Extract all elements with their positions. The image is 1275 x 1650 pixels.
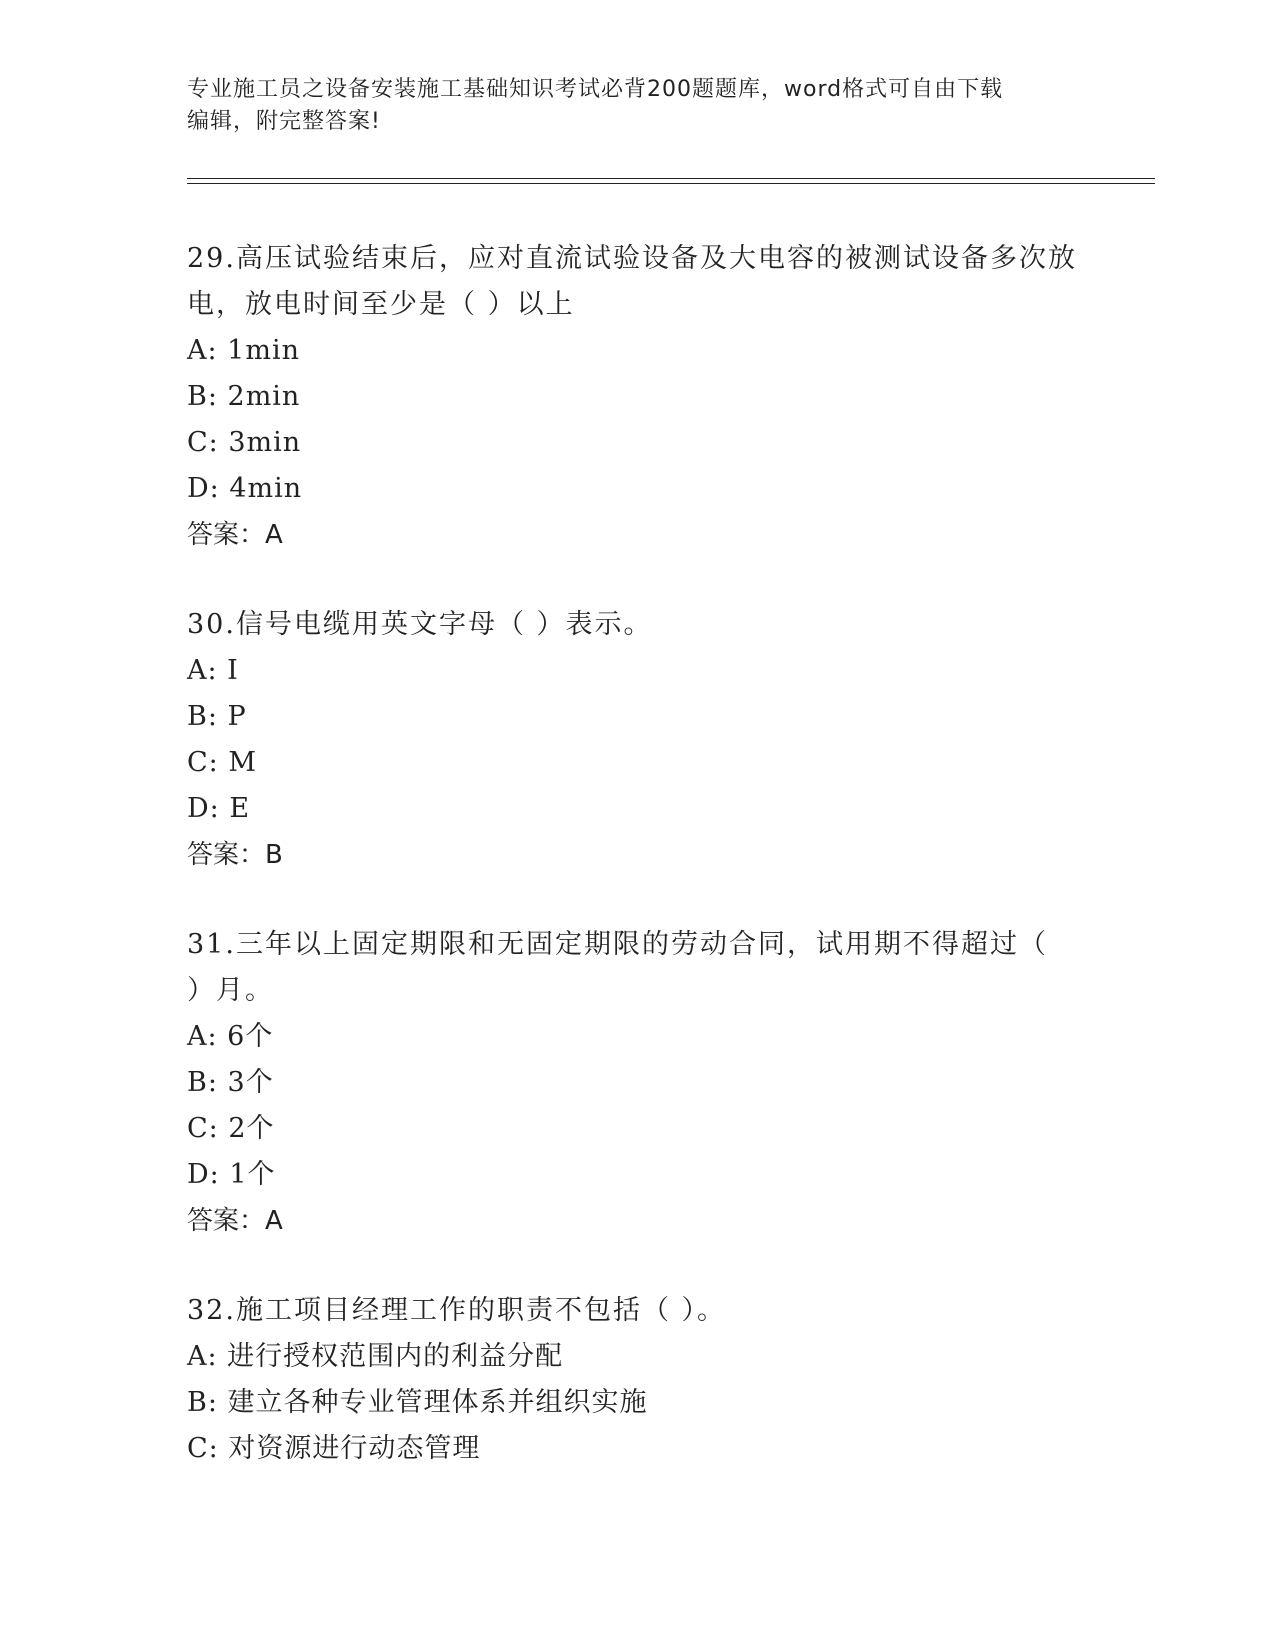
question-stem-line: 30.信号电缆用英文字母（ ）表示。: [187, 609, 653, 640]
header-line-2: 编辑，附完整答案!: [187, 109, 381, 134]
question-stem-line: 29.高压试验结束后，应对直流试验设备及大电容的被测试设备多次放: [187, 243, 1077, 274]
option-b: B: 3个: [187, 1067, 274, 1098]
option-a: A: 6个: [187, 1021, 274, 1052]
question-stem-line: 32.施工项目经理工作的职责不包括（ ）。: [187, 1295, 727, 1326]
question-list: [187, 236, 1087, 1516]
question-stem: [187, 1288, 1087, 1334]
option-a: A: 进行授权范围内的利益分配: [187, 1341, 564, 1372]
question-29: [187, 236, 1087, 558]
option-b: B: P: [187, 701, 247, 732]
question-30: [187, 602, 1087, 878]
option-b: B: 建立各种专业管理体系并组织实施: [187, 1387, 648, 1418]
header-divider-bottom: [187, 183, 1155, 184]
option-d: D: 1个: [187, 1159, 276, 1190]
option-b: B: 2min: [187, 381, 301, 412]
header-divider-top: [187, 178, 1155, 179]
option-c: C: 对资源进行动态管理: [187, 1433, 481, 1464]
question-32: [187, 1288, 1087, 1472]
question-stem: [187, 922, 1087, 1014]
option-d: D: E: [187, 793, 251, 824]
question-stem-line: 电，放电时间至少是（ ）以上: [187, 289, 575, 320]
question-stem-line: ）月。: [187, 975, 274, 1006]
header-line-1: 专业施工员之设备安装施工基础知识考试必背200题题库，word格式可自由下载: [187, 77, 1004, 102]
answer-line: 答案：A: [187, 520, 283, 550]
answer-line: 答案：B: [187, 840, 283, 870]
option-c: C: 2个: [187, 1113, 275, 1144]
option-a: A: 1min: [187, 335, 300, 366]
question-31: [187, 922, 1087, 1244]
option-c: C: M: [187, 747, 257, 778]
question-stem: [187, 602, 1087, 648]
document-header: [187, 74, 1077, 138]
option-d: D: 4min: [187, 473, 303, 504]
question-stem-line: 31.三年以上固定期限和无固定期限的劳动合同，试用期不得超过（: [187, 929, 1048, 960]
option-c: C: 3min: [187, 427, 302, 458]
question-stem: [187, 236, 1087, 328]
option-a: A: I: [187, 655, 239, 686]
answer-line: 答案：A: [187, 1206, 283, 1236]
